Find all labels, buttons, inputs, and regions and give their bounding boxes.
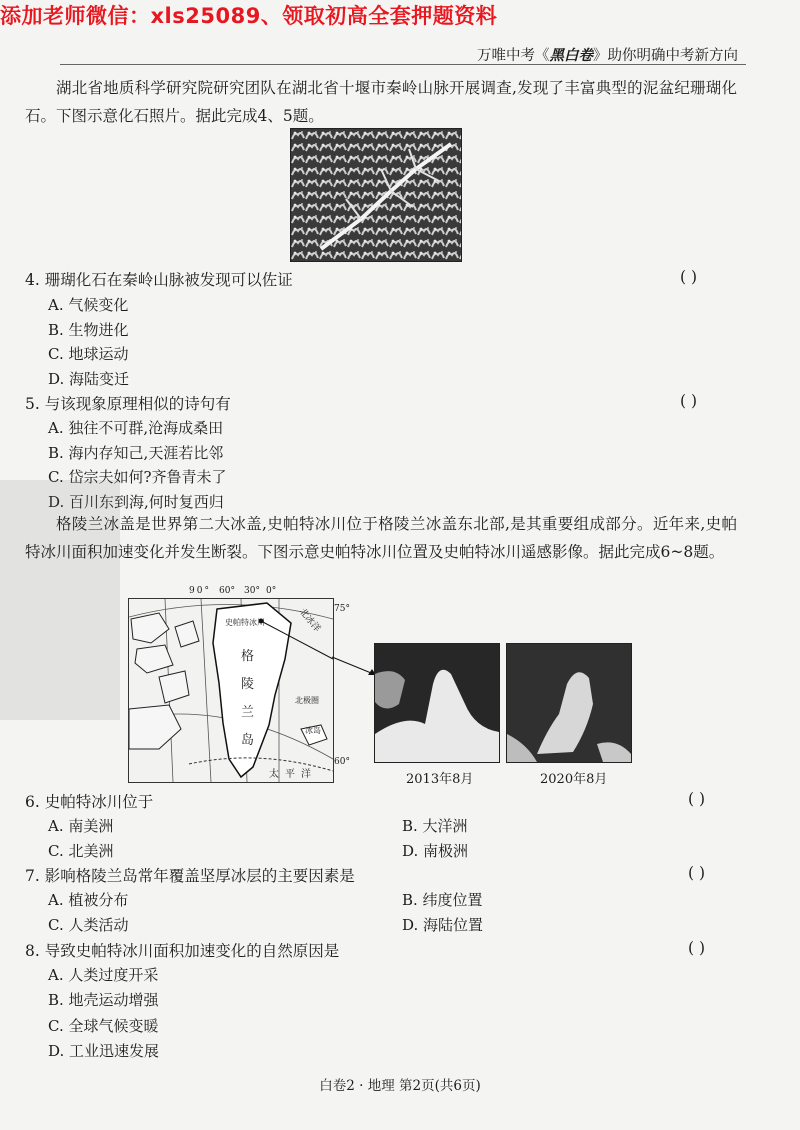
q4-option-a[interactable]: A. 气候变化 xyxy=(48,296,129,314)
greenland-char-2: 陵 xyxy=(241,677,255,692)
answer-paren-5[interactable]: ( ) xyxy=(680,392,698,410)
q4-option-b[interactable]: B. 生物进化 xyxy=(48,321,129,339)
passage-fossil: 湖北省地质科学研究院研究团队在湖北省十堰市秦岭山脉开展调查,发现了丰富典型的泥盆纪珊瑚化石。下图示意化石照片。据此完成4、5题。 xyxy=(25,79,737,125)
caption-2020: 2020年8月 xyxy=(540,772,608,787)
page-header xyxy=(477,44,738,65)
question-5: 5. 与该现象原理相似的诗句有 xyxy=(25,395,231,413)
greenland-location-map xyxy=(128,586,350,783)
caption-2013: 2013年8月 xyxy=(406,772,474,787)
q5-option-d[interactable]: D. 百川东到海,何时复西归 xyxy=(48,493,224,511)
promo-watermark: 添加老师微信：xls25089、领取初高全套押题资料 xyxy=(0,4,498,28)
coral-fossil-photo xyxy=(290,128,462,262)
iceland-label: 冰岛 xyxy=(305,726,321,735)
q6-option-b[interactable]: B. 大洋洲 xyxy=(402,817,468,835)
q5-option-c[interactable]: C. 岱宗夫如何?齐鲁青未了 xyxy=(48,468,227,486)
header-suffix: 》助你明确中考新方向 xyxy=(593,48,738,64)
q7-option-a[interactable]: A. 植被分布 xyxy=(48,891,129,909)
question-6: 6. 史帕特冰川位于 xyxy=(25,793,154,811)
greenland-char-1: 格 xyxy=(241,649,255,664)
greenland-char-4: 岛 xyxy=(241,733,255,748)
arctic-circle-label: 北极圈 xyxy=(295,696,319,705)
q6-option-d[interactable]: D. 南极洲 xyxy=(402,842,469,860)
answer-paren-7[interactable]: ( ) xyxy=(688,864,706,882)
q4-option-d[interactable]: D. 海陆变迁 xyxy=(48,370,130,388)
answer-paren-4[interactable]: ( ) xyxy=(680,268,698,286)
q8-option-b[interactable]: B. 地壳运动增强 xyxy=(48,991,159,1009)
lon-label-30: 30° xyxy=(244,586,260,596)
q7-option-b[interactable]: B. 纬度位置 xyxy=(402,891,483,909)
question-4: 4. 珊瑚化石在秦岭山脉被发现可以佐证 xyxy=(25,271,293,289)
lat-label-75: 75° xyxy=(334,604,350,614)
answer-paren-6[interactable]: ( ) xyxy=(688,790,706,808)
arctic-ocean-label: 北冰洋 xyxy=(296,606,322,635)
q8-option-c[interactable]: C. 全球气候变暖 xyxy=(48,1017,159,1035)
q4-option-c[interactable]: C. 地球运动 xyxy=(48,345,129,363)
page-footer: 白卷2 · 地理 第2页(共6页) xyxy=(319,1078,481,1094)
pointer-arrow xyxy=(330,655,380,685)
question-7: 7. 影响格陵兰岛常年覆盖坚厚冰层的主要因素是 xyxy=(25,867,355,885)
glacier-label: 史帕特冰川 xyxy=(225,618,265,627)
lon-label-60: 60° xyxy=(219,586,235,596)
satellite-image-2020 xyxy=(506,643,632,763)
lon-label-0: 0° xyxy=(266,586,277,596)
header-prefix: 万唯中考《 xyxy=(477,48,550,64)
greenland-char-3: 兰 xyxy=(241,705,255,720)
answer-paren-8[interactable]: ( ) xyxy=(688,939,706,957)
question-8: 8. 导致史帕特冰川面积加速变化的自然原因是 xyxy=(25,942,340,960)
q8-option-a[interactable]: A. 人类过度开采 xyxy=(48,966,159,984)
q5-option-a[interactable]: A. 独往不可群,沧海成桑田 xyxy=(48,419,224,437)
header-rule xyxy=(60,64,746,65)
ocean-label: 太平洋 xyxy=(269,769,317,780)
satellite-image-2013 xyxy=(374,643,500,763)
lat-label-60: 60° xyxy=(334,757,350,767)
q8-option-d[interactable]: D. 工业迅速发展 xyxy=(48,1042,160,1060)
q6-option-a[interactable]: A. 南美洲 xyxy=(48,817,114,835)
passage-greenland: 格陵兰冰盖是世界第二大冰盖,史帕特冰川位于格陵兰冰盖东北部,是其重要组成部分。近年来,史帕特冰川面积加速变化并发生断裂。下图示意史帕特冰川位置及史帕特冰川遥感影像。据此完成6~8题。 xyxy=(25,515,737,561)
header-brand: 黑白卷 xyxy=(549,47,593,64)
q5-option-b[interactable]: B. 海内存知己,天涯若比邻 xyxy=(48,444,224,462)
q7-option-c[interactable]: C. 人类活动 xyxy=(48,916,129,934)
lon-label-90: 90° xyxy=(189,586,211,596)
q6-option-c[interactable]: C. 北美洲 xyxy=(48,842,114,860)
q7-option-d[interactable]: D. 海陆位置 xyxy=(402,916,484,934)
